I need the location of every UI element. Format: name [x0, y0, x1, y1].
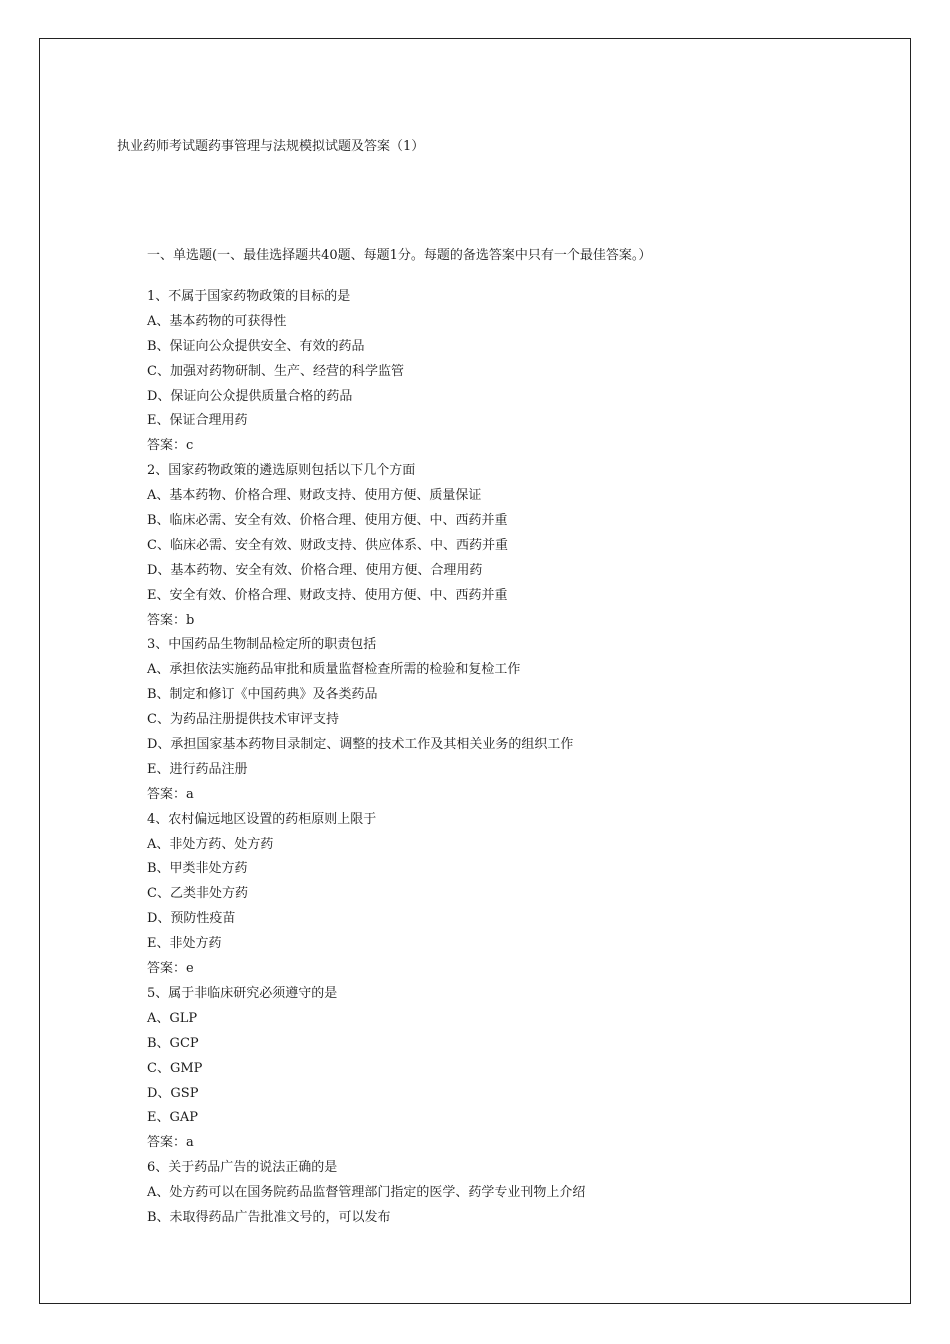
question-line: B、甲类非处方药	[147, 861, 248, 877]
question-line: B、保证向公众提供安全、有效的药品	[147, 338, 365, 354]
question-line: A、非处方药、处方药	[147, 836, 274, 852]
document-title: 执业药师考试题药事管理与法规模拟试题及答案（1）	[117, 139, 425, 154]
question-line: C、加强对药物研制、生产、经营的科学监管	[147, 363, 404, 379]
question-line: D、GSP	[147, 1085, 199, 1101]
question-line: C、临床必需、安全有效、财政支持、供应体系、中、西药并重	[147, 537, 508, 553]
question-line: B、临床必需、安全有效、价格合理、使用方便、中、西药并重	[147, 513, 508, 529]
question-line: E、进行药品注册	[147, 761, 248, 777]
question-line: 答案：e	[147, 961, 194, 977]
question-line: C、乙类非处方药	[147, 886, 248, 902]
question-line: 6、关于药品广告的说法正确的是	[147, 1160, 338, 1176]
question-line: B、制定和修订《中国药典》及各类药品	[147, 687, 378, 703]
question-line: 答案：b	[147, 612, 195, 628]
question-line: E、保证合理用药	[147, 413, 248, 429]
question-line: D、基本药物、安全有效、价格合理、使用方便、合理用药	[147, 562, 483, 578]
question-line: 2、国家药物政策的遴选原则包括以下几个方面	[147, 463, 416, 479]
question-line: A、承担依法实施药品审批和质量监督检查所需的检验和复检工作	[147, 662, 521, 678]
question-line: A、处方药可以在国务院药品监督管理部门指定的医学、药学专业刊物上介绍	[147, 1185, 586, 1201]
question-line: B、未取得药品广告批准文号的，可以发布	[147, 1209, 391, 1225]
question-line: 4、农村偏远地区设置的药柜原则上限于	[147, 811, 377, 827]
question-line: C、GMP	[147, 1060, 203, 1076]
question-line: A、基本药物的可获得性	[147, 313, 287, 329]
question-line: D、预防性疫苗	[147, 911, 236, 927]
question-line: 答案：a	[147, 1135, 194, 1151]
question-line: E、GAP	[147, 1110, 199, 1126]
question-line: C、为药品注册提供技术审评支持	[147, 712, 339, 728]
question-line: 1、不属于国家药物政策的目标的是	[147, 289, 351, 304]
question-line: A、GLP	[147, 1010, 198, 1026]
question-line: 答案：c	[147, 438, 194, 454]
section-heading: 一、单选题(一、最佳选择题共40题、每题1分。每题的备选答案中只有一个最佳答案。）	[147, 248, 652, 263]
question-line: 答案：a	[147, 786, 194, 802]
question-line: A、基本药物、价格合理、财政支持、使用方便、质量保证	[147, 488, 482, 504]
question-line: E、非处方药	[147, 936, 222, 952]
question-line: 3、中国药品生物制品检定所的职责包括	[147, 637, 377, 653]
question-line: E、安全有效、价格合理、财政支持、使用方便、中、西药并重	[147, 587, 508, 603]
question-list	[147, 285, 867, 1231]
question-line: D、保证向公众提供质量合格的药品	[147, 388, 353, 404]
question-line: 5、属于非临床研究必须遵守的是	[147, 985, 338, 1001]
question-line: B、GCP	[147, 1035, 199, 1051]
question-line: D、承担国家基本药物目录制定、调整的技术工作及其相关业务的组织工作	[147, 737, 574, 753]
